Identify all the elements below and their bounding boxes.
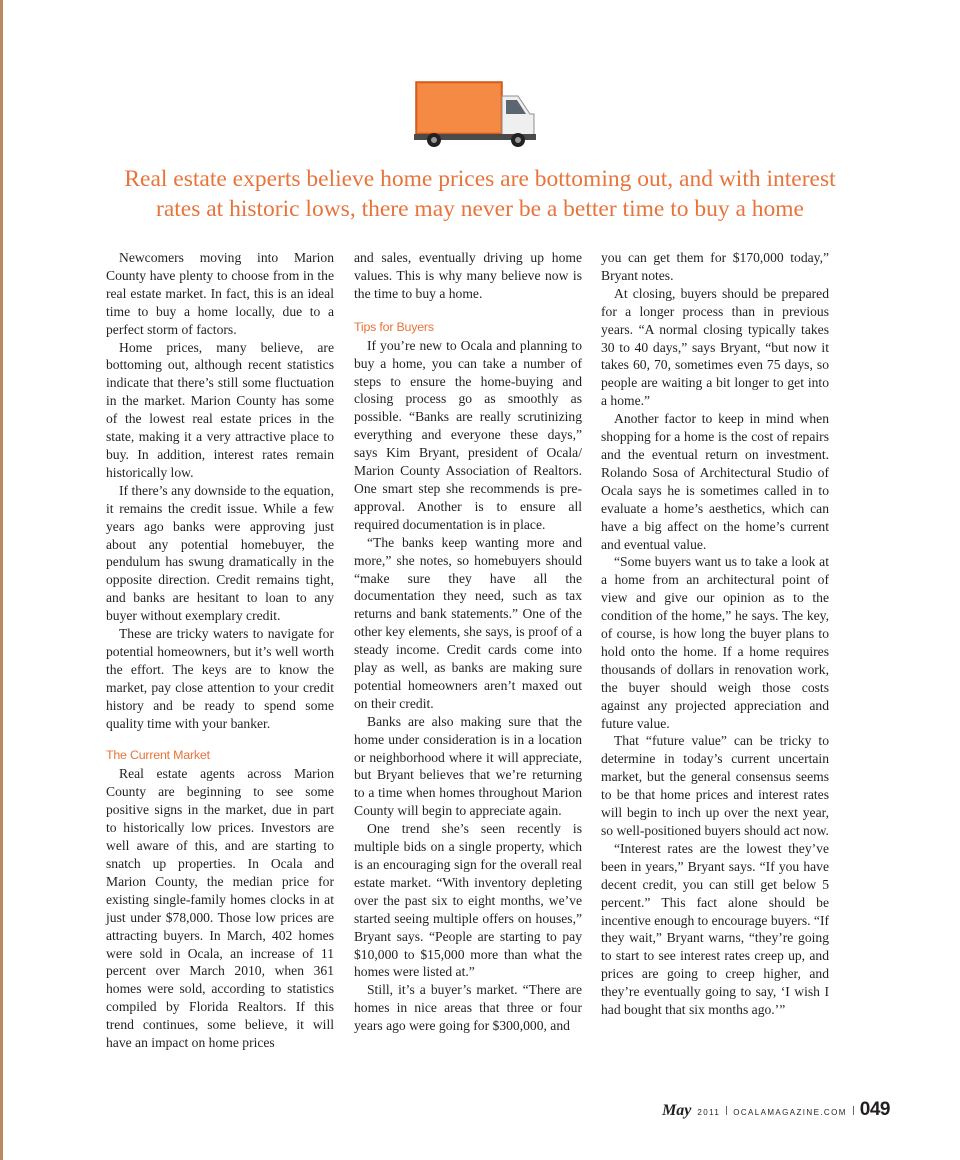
paragraph: If there’s any downside to the equation, it remains the credit issue. While a few years ago banks were approving just about any potential homebuyer, the pendulum has swung dramatically in the opposite direction. Credit remains tight, and banks are hesitant to loan to any buyer without exemplary credit. [106,482,334,624]
paragraph: Newcomers moving into Marion County have plenty to choose from in the real estate market. In fact, this is an ideal time to buy a home locally, due to a perfect storm of factors. [106,250,334,337]
paragraph: and sales, eventually driving up home values. This is why many believe now is the time to buy a home. [354,250,582,301]
box-truck-icon [414,80,538,150]
headline-line-1: Real estate experts believe home prices are bottoming out, and with interest [124,166,836,192]
article-column-3 [601,249,829,1019]
subhead-current-market: The Current Market [106,748,210,763]
paragraph: Another factor to keep in mind when shopping for a home is the cost of repairs and the eventual return on investment. Rolando Sosa of Architectural Studio of Ocala says he is sometimes called in to evaluate a home’s aesthetics, which can have a big affect on the home’s current and eventual value. [601,411,829,552]
paragraph: At closing, buyers should be prepared for a longer process than in previous years. “A normal closing typically takes 30 to 40 days,” says Bryant, “but now it takes 60, 70, sometimes even 75 days, so people are waiting a bit longer to get into a home.” [601,285,829,409]
page-footer [662,1099,890,1121]
page-number: 049 [859,1099,890,1120]
footer-website: OCALAMAGAZINE.COM [733,1108,847,1117]
paragraph: If you’re new to Ocala and planning to buy a home, you can take a number of steps to ensure the home-buying and closing process go as smoothly as possible. “Banks are really scrutinizing everything and everyone these days,” says Kim Bryant, president of Ocala/ Marion County Association of Realtors. One smart step she recommends is pre-approval. Another is to ensure all required documentation is in place. [354,337,582,532]
footer-month: May [662,1102,692,1119]
paragraph: “Interest rates are the lowest they’ve been in years,” Bryant says. “If you have decent credit, you can still get below 5 percent.” This fact alone should be incentive enough to encourage buyers. “If they wait,” Bryant warns, “they’re going to start to see interest rates creep up, and prices are going to creep higher, and they’re eventually going to say, ‘I wish I had bought that six months ago.’” [601,840,829,1018]
paragraph: These are tricky waters to navigate for potential homeowners, but it’s well worth the effort. The keys are to know the market, pay close attention to your credit history and be ready to spend some quality time with your banker. [106,626,334,731]
footer-divider [853,1106,854,1115]
paragraph: you can get them for $170,000 today,” Bryant notes. [601,250,829,283]
article-column-1 [106,249,334,1052]
article-headline [96,164,864,224]
paragraph: One trend she’s seen recently is multiple bids on a single property, which is an encouraging sign for the overall real estate market. “With inventory depleting over the past six to eight months, we’ve started seeing multiple offers on houses,” Bryant says. “People are starting to pay $10,000 to $15,000 more than what the homes were listed at.” [354,821,582,980]
footer-year: 2011 [697,1108,721,1117]
paragraph: “The banks keep wanting more and more,” she notes, so homebuyers should “make sure they have all the documentation they need, such as tax returns and bank statements.” One of the other key elements, she says, is proof of a steady income. Credit cards come into play as well, as banks are making sure potential homeowners aren’t maxed out on their credit. [354,534,582,711]
headline-line-2: rates at historic lows, there may never be a better time to buy a home [156,196,804,222]
paragraph: Real estate agents across Marion County are beginning to see some positive signs in the market, due in part to historically low prices. Investors are well aware of this, and are starting to snatch up properties. In Ocala and Marion County, the median price for existing single-family homes clocks in at just under $78,000. Those low prices are attracting buyers. In March, 402 homes were sold in Ocala, an increase of 11 percent over March 2010, when 361 homes were sold, according to statistics compiled by Florida Realtors. If this trend continues, some believe, it will have an impact on home prices [106,766,334,1051]
paragraph: Still, it’s a buyer’s market. “There are homes in nice areas that three or four years ago were going for $300,000, and [354,982,582,1034]
paragraph: That “future value” can be tricky to determine in today’s current uncertain market, but the general consensus seems to be that home prices and interest rates will begin to inch up over the next year, so well-positioned buyers should act now. [601,733,829,838]
page-edge-strip [0,0,3,1160]
paragraph: “Some buyers want us to take a look at a home from an architectural point of view and give our opinion as to the condition of the home,” he says. The key, of course, is how long the buyer plans to hold onto the home. If a home requires thousands of dollars in renovation work, the buyer should weigh those costs against any projected appreciation and future value. [601,554,829,731]
paragraph: Banks are also making sure that the home under consideration is in a location or neighborhood where it will appreciate, but Bryant believes that we’re returning to a time when homes throughout Marion County will begin to appreciate again. [354,713,582,819]
subhead-tips-for-buyers: Tips for Buyers [354,319,434,334]
paragraph: Home prices, many believe, are bottoming out, although recent statistics indicate that there’s still some fluctuation in the market. Marion County has some of the lowest real estate prices in the state, making it a very attractive place to buy. In addition, interest rates remain historically low. [106,339,334,480]
article-column-2 [354,249,582,1035]
footer-divider [726,1106,727,1115]
